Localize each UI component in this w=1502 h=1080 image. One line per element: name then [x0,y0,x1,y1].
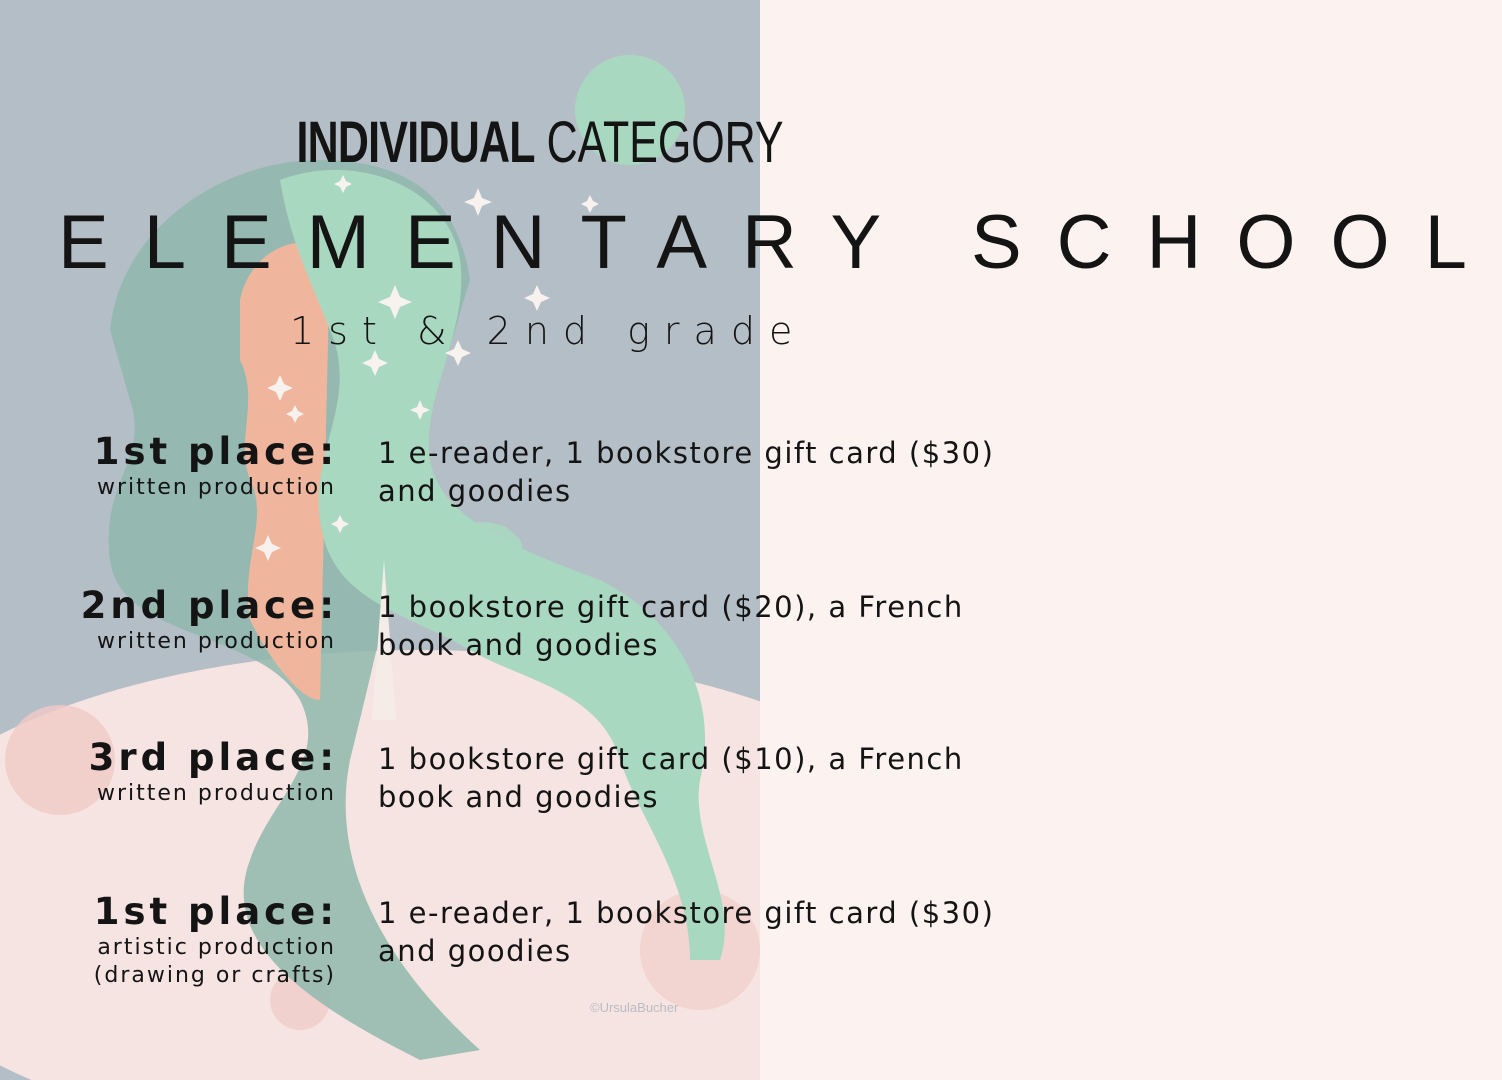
prize-category-line-2: (drawing or crafts) [93,963,336,988]
prize-2 [0,584,1080,734]
prize-4 [0,890,1080,1040]
prize-place: 1st place: [93,890,338,933]
prize-place: 1st place: [93,430,338,473]
prize-category-line: written production [96,629,336,654]
prize-place: 2nd place: [80,584,338,627]
prize-reward: 1 bookstore gift card ($20), a French book and goodies [378,590,964,662]
prize-reward: 1 e-reader, 1 bookstore gift card ($30) and goodies [378,896,995,968]
grade-subtitle: 1st & 2nd grade [290,309,807,353]
school-title: ELEMENTARY SCHOOL [58,200,1502,285]
prize-category-line: written production [96,781,336,806]
prize-category-line: written production [96,475,336,500]
prize-category [94,934,336,990]
prize-category-line: artistic production [97,935,336,960]
prize-category [97,628,336,656]
prize-3 [0,736,1080,886]
heading-bold: INDIVIDUAL [296,110,535,175]
prize-reward: 1 bookstore gift card ($10), a French book and goodies [378,742,964,814]
prize-place: 3rd place: [88,736,338,779]
heading-thin: CATEGORY [546,110,784,175]
illustrator-credit: ©UrsulaBucher [590,1000,679,1015]
prize-1 [0,430,1080,580]
prize-reward: 1 e-reader, 1 bookstore gift card ($30) and goodies [378,436,995,508]
prize-category [97,780,336,808]
category-heading [140,108,939,178]
prize-category [97,474,336,502]
